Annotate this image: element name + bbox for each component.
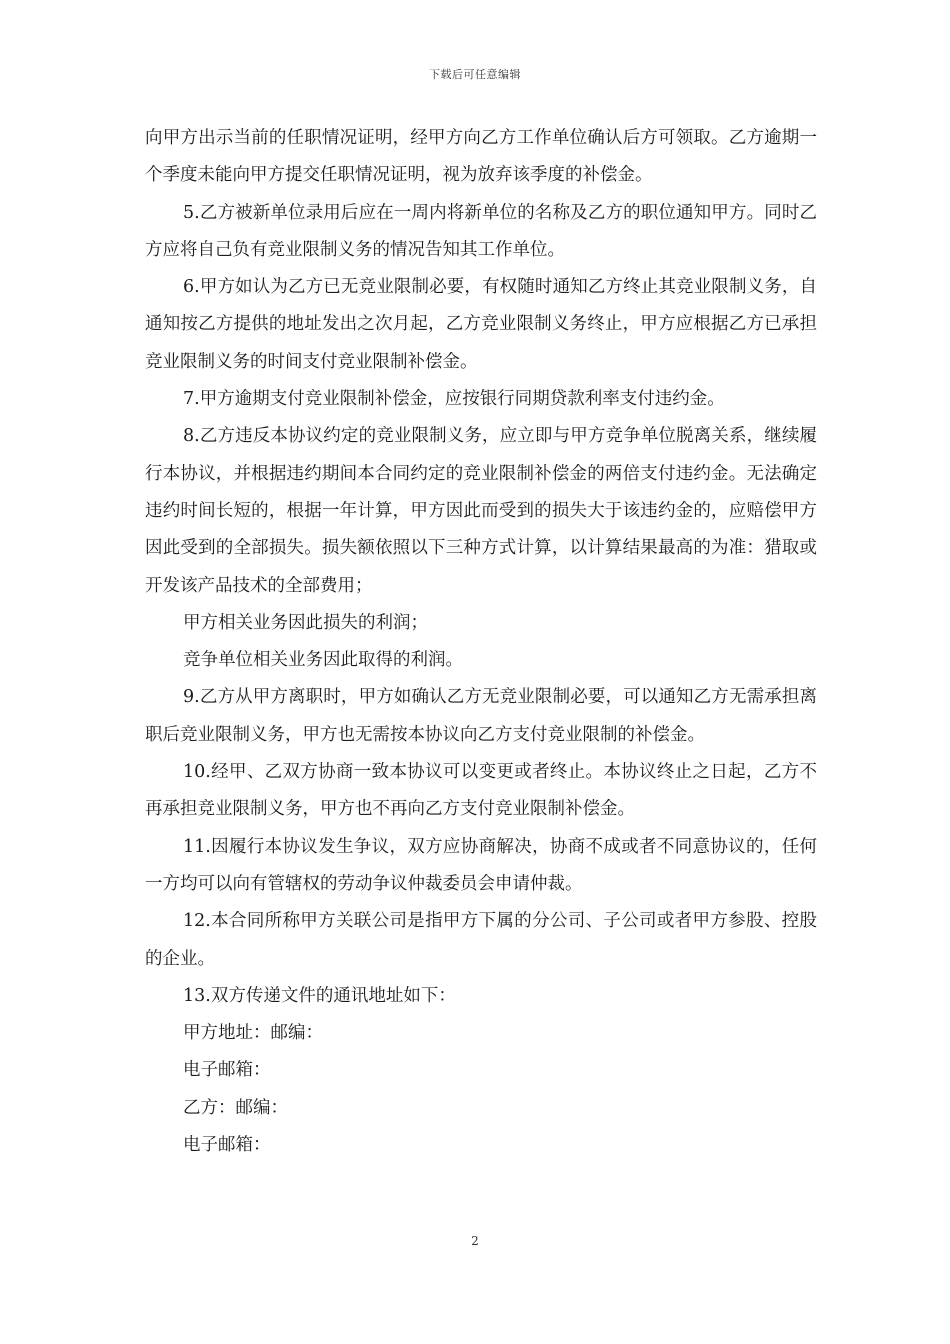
party-b-email: 电子邮箱： [183,1135,271,1156]
page-number: 2 [471,1234,479,1248]
party-a-address: 甲方地址：邮编： [183,1023,323,1044]
clause-10: 10.经甲、乙双方协商一致本协议可以变更或者终止。本协议终止之日起，乙方不再承担竞业限制义务，甲方也不再向乙方支付竞业限制补偿金。 [145,762,817,820]
header-note: 下载后可任意编辑 [429,68,521,81]
paragraph-continuation: 向甲方出示当前的任职情况证明，经甲方向乙方工作单位确认后方可领取。乙方逾期一个季度未能向甲方提交任职情况证明，视为放弃该季度的补偿金。 [145,128,817,186]
clause-7: 7.甲方逾期支付竞业限制补偿金，应按银行同期贷款利率支付违约金。 [183,389,725,410]
document-body [145,120,817,1164]
clause-8: 8.乙方违反本协议约定的竞业限制义务，应立即与甲方竞争单位脱离关系，继续履行本协议，并根据违约期间本合同约定的竞业限制补偿金的两倍支付违约金。无法确定违约时间长短的，根据一年计算，甲方因此而受到的损失大于该违约金的，应赔偿甲方因此受到的全部损失。损失额依照以下三种方式计算，以计算结果最高的为准：猎取或开发该产品技术的全部费用； [145,426,817,596]
clause-11: 11.因履行本协议发生争议，双方应协商解决，协商不成或者不同意协议的，任何一方均可以向有管辖权的劳动争议仲裁委员会申请仲裁。 [145,836,817,894]
clause-8-item-profit-loss: 甲方相关业务因此损失的利润； [183,612,428,633]
clause-9: 9.乙方从甲方离职时，甲方如确认乙方无竞业限制必要，可以通知乙方无需承担离职后竞业限制义务，甲方也无需按本协议向乙方支付竞业限制的补偿金。 [145,687,817,745]
clause-13: 13.双方传递文件的通讯地址如下： [183,985,456,1006]
clause-12: 12.本合同所称甲方关联公司是指甲方下属的分公司、子公司或者甲方参股、控股的企业。 [145,911,817,969]
clause-6: 6.甲方如认为乙方已无竞业限制必要，有权随时通知乙方终止其竞业限制义务，自通知按乙方提供的地址发出之次月起，乙方竞业限制义务终止，甲方应根据乙方已承担竞业限制义务的时间支付竞业限制补偿金。 [145,277,817,372]
clause-5: 5.乙方被新单位录用后应在一周内将新单位的名称及乙方的职位通知甲方。同时乙方应将自己负有竞业限制义务的情况告知其工作单位。 [145,202,817,260]
party-b-address: 乙方：邮编： [183,1097,288,1118]
clause-8-item-competitor-profit: 竞争单位相关业务因此取得的利润。 [183,650,463,671]
party-a-email: 电子邮箱： [183,1060,271,1081]
